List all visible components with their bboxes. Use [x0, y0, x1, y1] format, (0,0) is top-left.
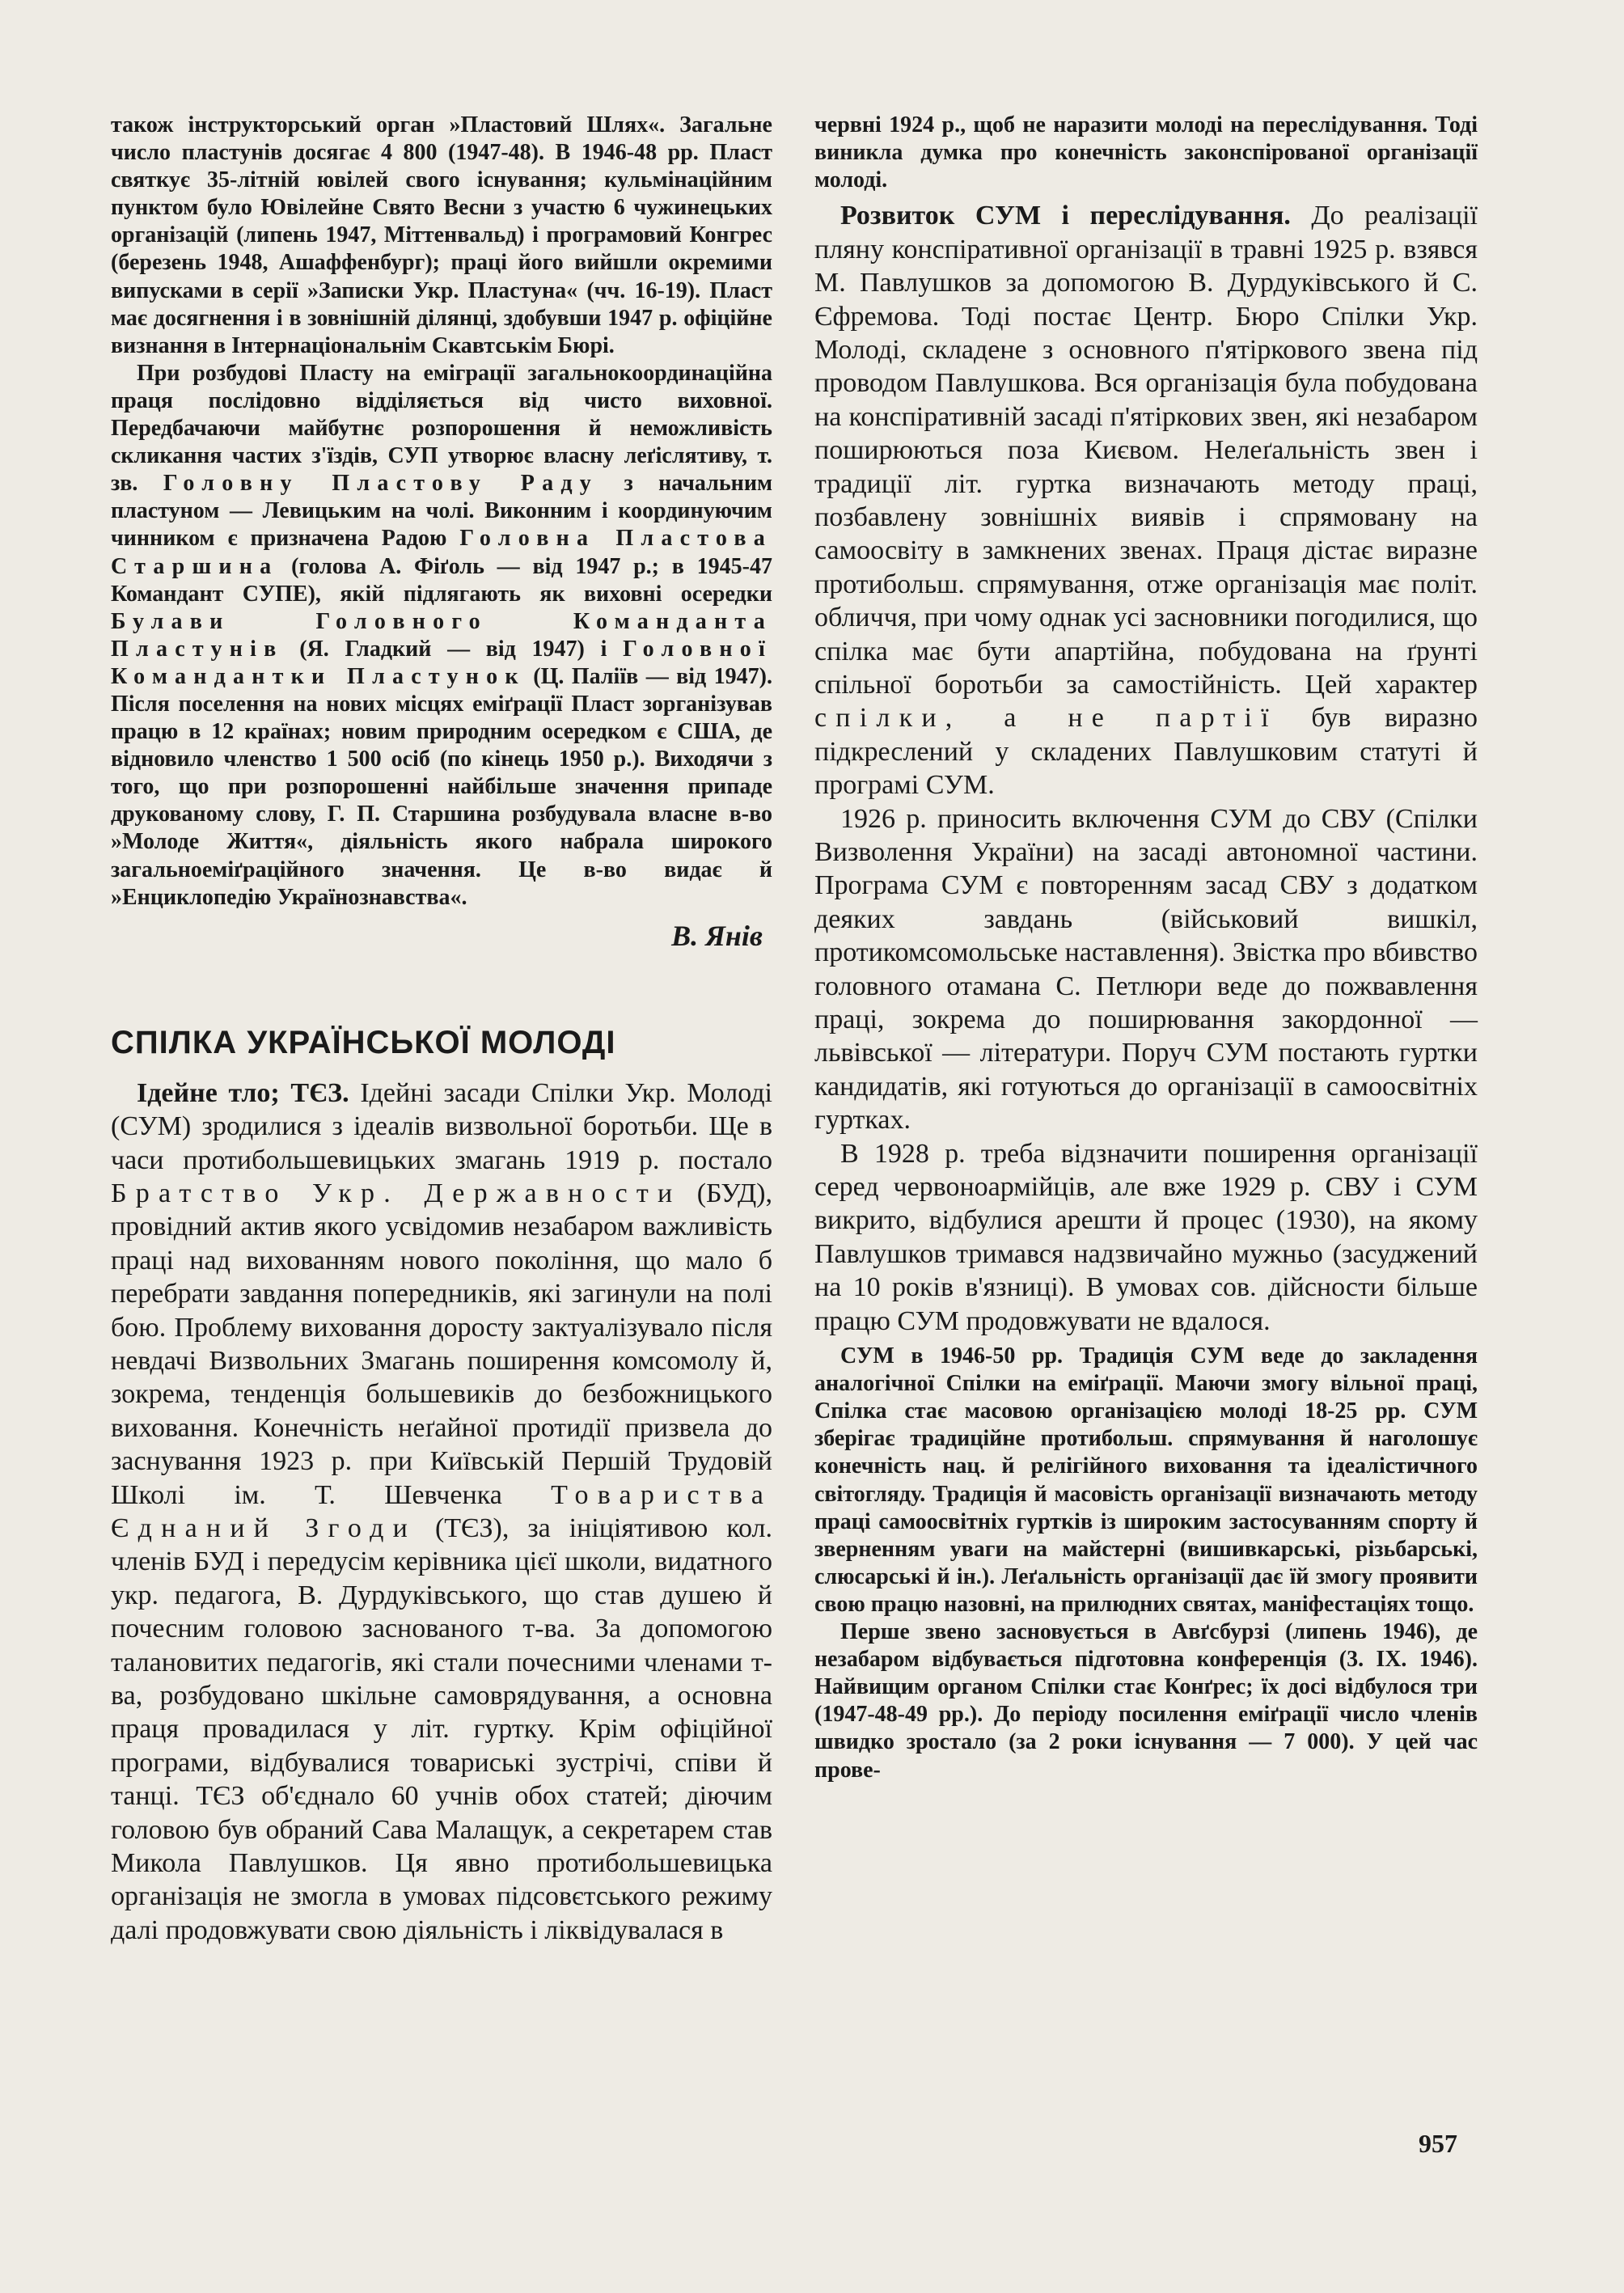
- section-lead: СУМ в 1946-50 рр.: [840, 1343, 1063, 1369]
- text-run: (Ц. Паліїв — від 1947). Після поселення на нових місцях еміґрації Пласт зорганізував працю в 12 країнах; новим природним осередком є США, де відновило членство 1 500 осіб (по кінець 1950 р.). Виходячи з того, що при розпорошенні найбільше значення припаде друкованому слову, Г. П. Старшина розбудувала власне в-во »Молоде Життя«, діяльність якого набрала широкого загальноеміґраційного значення. Це в-во видає й »Енциклопедію Українознавства«.: [111, 663, 773, 910]
- article-heading: СПІЛКА УКРАЇНСЬКОЇ МОЛОДІ: [111, 1024, 616, 1060]
- text-run: з начальним пластуном — Левицьким на чолі. Виконним і координуючим чинником є призначена Радою: [111, 471, 773, 552]
- text-run: (голова А. Фіґоль — від 1947 р.; в 1945-47 Командант СУПЕ), якій підлягають як виховні осередки: [111, 553, 773, 607]
- spaced-term: Головна Пластова Старшина: [111, 526, 773, 579]
- spaced-term: спілки, а не партії: [814, 703, 1278, 734]
- text-run: При розбудові Пласту на еміграції загальнокоординаційна праця послідовно відділяється від чисто виховної. Передбачаючи майбутнє розпорошення й неможливість скликання частих з'їздів, СУП утворює власну леґіслятиву, т. зв.: [111, 360, 772, 497]
- left-column: [111, 112, 772, 1947]
- text-run: Ідейні засади Спілки Укр. Молоді (СУМ) зродилися з ідеалів визвольної боротьби. Ще в часи протибольшевицьких змагань 1919 р. постало: [111, 1077, 773, 1175]
- spaced-term: Товариства Єднаний Згоди: [111, 1479, 773, 1543]
- right-column: [814, 112, 1478, 1784]
- article-paragraph-development: [814, 199, 1478, 802]
- section-lead: Ідейне тло; ТЄЗ.: [137, 1077, 349, 1108]
- article-paragraph-1928: В 1928 р. треба відзначити поширення організації серед червоноармійців, але вже 1929 р. СВУ і СУМ викрито, відбулися арешти й процес (1930), на якому Павлушков тримався надзвичайно мужньо (засуджений на 10 років в'язниці). В умовах сов. дійсности більше працю СУМ продовжувати не вдалося.: [814, 1138, 1478, 1336]
- article-paragraph-continuation: червні 1924 р., щоб не наразити молоді на переслідування. Тоді виникла думка про конечність законспірованої організації молоді.: [814, 112, 1478, 193]
- article-paragraph-ideological-basis: [111, 1077, 772, 1948]
- pluralist-paragraph-2: [111, 360, 772, 912]
- text-run: (ТЄЗ), за ініціятивою кол. членів БУД і передусім керівника цієї школи, видатного укр. педагога, В. Дурдуківського, що став душею й почесним головою заснованого т-ва. За допомогою талановитих педагогів, які стали почесними членами т-ва, розбудовано шкільне самоврядування, а основна праця провадилася у літ. гуртку. Крім офіційної програми, відбувалися товариські зустрічі, співи й танці. ТЄЗ об'єднало 60 учнів обох статей; діючим головою був обраний Сава Малащук, а секретарем став Микола Павлушков. Ця явно протибольшевицька організація не змогла в умовах підсовєтського режиму далі продовжувати свою діяльність і ліквідувалася в: [111, 1513, 773, 1945]
- pluralist-paragraph-1: також інструкторський орган »Пластовий Шлях«. Загальне число пластунів досягає 4 800 (1947-48). В 1946-48 рр. Пласт святкує 35-літній ювілей свого існування; кульмінаційним пунктом було Ювілейне Свято Весни з участю 6 чужинецьких організацій (липень 1947, Міттенвальд) і програмовий Конгрес (березень 1948, Ашаффенбург); праці його вийшли окремими випусками в серії »Записки Укр. Пластуна« (чч. 16-19). Пласт має досягнення і в зовнішній ділянці, здобувши 1947 р. офіційне визнання в Інтернаціональнім Скавтськім Бюрі.: [111, 112, 772, 358]
- section-lead: Розвиток СУМ і переслідування.: [840, 201, 1291, 231]
- text-run: (Я. Гладкий — від 1947) і: [299, 636, 607, 662]
- article-paragraph-augsburg: Перше звено засновується в Авґсбурзі (липень 1946), де незабаром відбувається підготовна конференція (3. IX. 1946). Найвищим органом Спілки стає Конґрес; їх досі відбулося три (1947-48-49 рр.). До періоду посилення еміґрації число членів швидко зростало (за 2 роки існування — 7 000). У цей час прове-: [814, 1619, 1478, 1783]
- text-run: був виразно підкреслений у складених Павлушковим статуті й програмі СУМ.: [814, 703, 1478, 801]
- article-paragraph-emigration: [814, 1343, 1478, 1618]
- text-run: (БУД), провідний актив якого усвідомив незабаром важливість праці над вихованням нового покоління, що мало б перебрати завдання попередників, які загинули на полі бою. Проблему виховання доросту зактуалізувало після невдачі Визвольних Змагань поширення комсомолу й, зокрема, тенденція большевиків до безбожницького виховання. Конечність неґайної протидії призвела до заснування 1923 р. при Київській Першій Трудовій Школі ім. Т. Шевченка: [111, 1178, 772, 1510]
- page-number: 957: [1419, 2129, 1457, 2158]
- spaced-term: Головну Пластову Раду: [163, 471, 598, 497]
- article-paragraph-1926: 1926 р. приносить включення СУМ до СВУ (Спілки Визволення України) на засаді автономної частини. Програма СУМ є повторенням засад СВУ з додатком деяких завдань (військовий вишкіл, протикомсомольське наставлення). Звістка про вбивство головного отамана С. Петлюри веде до пожвавлення праці, зокрема до поширювання закордонної — львівської — літератури. Поруч СУМ постають гуртки кандидатів, які готуються до організації в самоосвітніх гуртках.: [814, 803, 1478, 1136]
- spaced-term: Братство Укр. Державности: [111, 1178, 682, 1208]
- spaced-term: Булави Головного Команданта Пластунів: [111, 608, 772, 662]
- author-signature: В. Янів: [671, 919, 763, 952]
- spaced-term: Головної Командантки Пластунок: [111, 636, 773, 689]
- text-run: До реалізації пляну конспіративної організації в травні 1925 р. взявся М. Павлушков за допомогою В. Дурдуківського й С. Єфремова. Тоді постає Центр. Бюро Спілки Укр. Молоді, складене з основного п'ятіркового звена під проводом Павлушкова. Вся організація була побудована на конспіративній засаді п'ятіркових звен, які незабаром поширюються поза Києвом. Нелеґальність звен і традиції літ. гуртка визначають методу праці, позбавлену зовнішніх виявів і спрямовану на самоосвіту в замкнених звенах. Праця дістає виразне протибольш. спрямування, отже організація має політ. обличчя, при чому однак усі засновники погодилися, що спілка має бути апартійна, побудована на ґрунті спільної боротьби за самостійність. Цей характер: [814, 201, 1478, 700]
- text-run: Традиція СУМ веде до закладення аналогічної Спілки на еміґрації. Маючи змогу вільної праці, Спілка стає масовою організацією молоді 18-25 рр. СУМ зберігає традиційне протибольш. спрямування й наголошує конечність нац. й релігійного виховання та ідеалістичного світогляду. Традиція й масовість організації визначають методу праці самоосвітніх гуртків із широким застосуванням спорту й зверненням уваги на майстерні (вишивкарські, різьбарські, слюсарські й ін.). Леґальність організації дає їй змогу проявити свою працю назовні, на прилюдних святах, маніфестаціях тощо.: [814, 1343, 1478, 1617]
